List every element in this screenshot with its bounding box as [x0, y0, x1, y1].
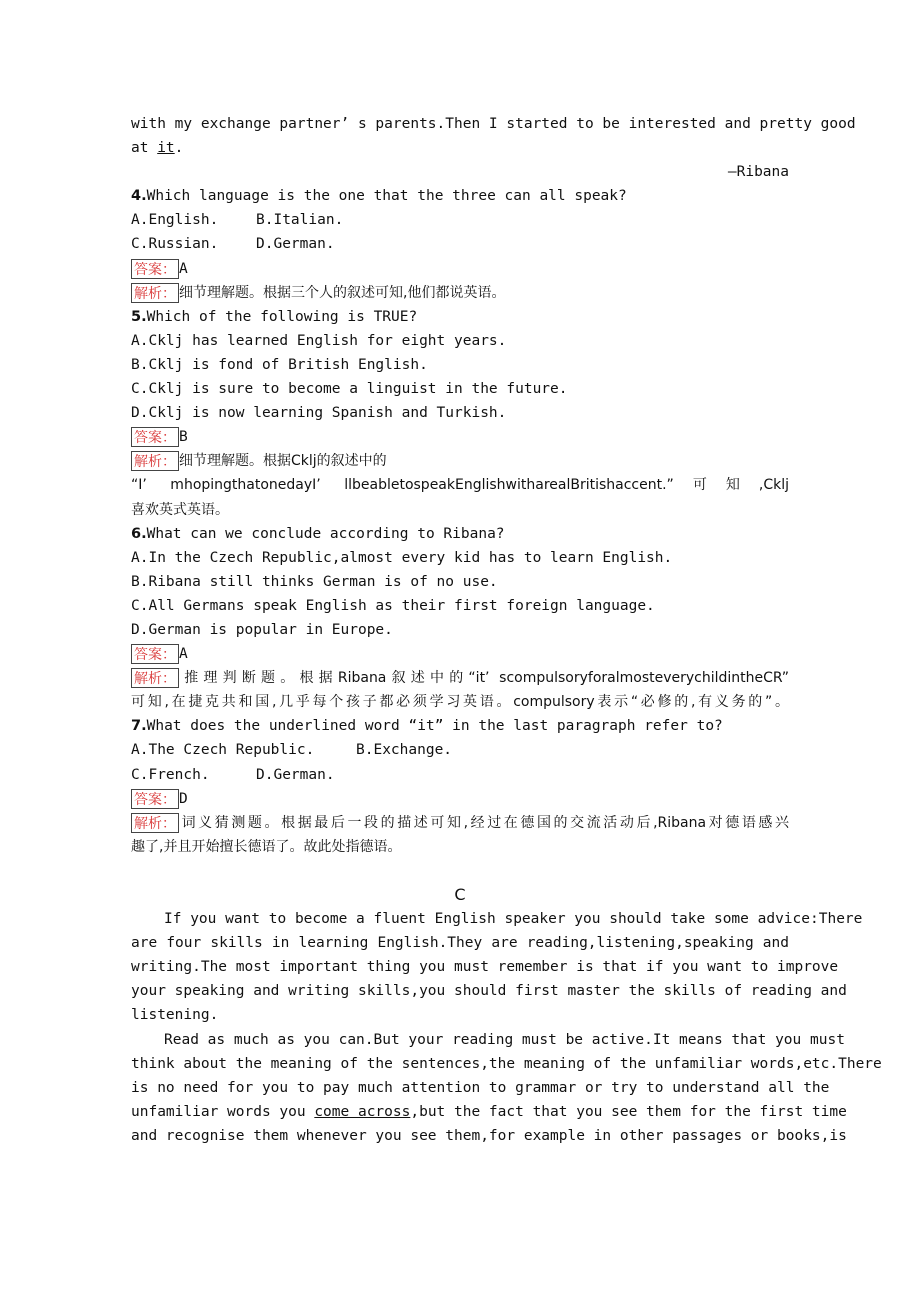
option-a: A.Cklj has learned English for eight years. [131, 332, 507, 349]
question-text: What can we conclude according to Ribana? [146, 525, 505, 542]
option-c: C.Cklj is sure to become a linguist in the future. [131, 381, 568, 398]
paragraph-line: Read as much as you can.But your reading must be active.It means that you must [164, 1031, 845, 1048]
option-a: A.In the Czech Republic,almost every kid has to learn English. [131, 549, 673, 566]
analysis-text: 细节理解题。根据Cklj的叙述中的 [179, 453, 387, 470]
underlined-phrase: come across [314, 1103, 411, 1120]
option-c: C.Russian. [131, 236, 219, 253]
answer-value: A [179, 646, 188, 663]
question-number: 6. [131, 525, 147, 542]
option-b: B.Italian. [256, 212, 344, 229]
answer-label: 答案： [131, 789, 179, 809]
answer-row [131, 642, 789, 666]
analysis-row [131, 666, 789, 690]
option-d: D.Cklj is now learning Spanish and Turkish. [131, 405, 507, 422]
question-number: 5. [131, 308, 147, 325]
answer-label: 答案： [131, 644, 179, 664]
section-title: C [454, 885, 466, 904]
option-row [131, 738, 789, 762]
paragraph-line: If you want to become a fluent English speaker you should take some advice:There [164, 911, 863, 928]
answer-row [131, 425, 789, 449]
question-number: 7. [131, 718, 147, 735]
paragraph-text: ,but the fact that you see them for the first time [410, 1103, 847, 1120]
paragraph-line: are four skills in learning English.They are reading,listening,speaking and [131, 935, 789, 952]
analysis-text: 可知,在捷克共和国,几乎每个孩子都必须学习英语。compulsory表示“必修的,有义务的”。 [131, 694, 789, 711]
analysis-text: 趣了,并且开始擅长德语了。故此处指德语。 [131, 838, 402, 855]
answer-label: 答案： [131, 427, 179, 447]
analysis-label: 解析： [131, 283, 179, 303]
option-c: C.French. [131, 766, 210, 783]
analysis-text: 喜欢英式英语。 [131, 501, 229, 518]
spacer [131, 859, 789, 883]
underlined-word-it: it [157, 140, 175, 157]
paragraph-line: is no need for you to pay much attention to grammar or try to understand all the [131, 1079, 830, 1096]
question-text: What does the underlined word “it” in the last paragraph refer to? [146, 718, 723, 735]
analysis-text: 推理判断题。根据Ribana叙述中的“it’ scompulsoryforalmosteverychildintheCR” [179, 670, 789, 687]
paragraph-line: your speaking and writing skills,you should first master the skills of reading and [131, 983, 847, 1000]
answer-value: B [179, 429, 188, 446]
question-5 [131, 305, 789, 329]
analysis-text: 词义猜测题。根据最后一段的描述可知,经过在德国的交流活动后,Ribana对德语感兴 [179, 814, 789, 831]
passage-text: at [131, 140, 158, 157]
paragraph-text: unfamiliar words you [131, 1103, 315, 1120]
analysis-row [131, 281, 789, 305]
option-a: A.The Czech Republic. [131, 742, 315, 759]
answer-value: A [179, 260, 188, 277]
paragraph-line: and recognise them whenever you see them,for example in other passages or books,is [131, 1127, 847, 1144]
option-d: D.German is popular in Europe. [131, 621, 393, 638]
passage-line [131, 136, 789, 160]
option-b: B.Ribana still thinks German is of no use. [131, 573, 498, 590]
analysis-row [131, 811, 789, 835]
option-row [131, 232, 789, 256]
analysis-text: “I’ mhopingthatonedayI’ llbeabletospeakEnglishwitharealBritishaccent.”可知,Cklj [131, 477, 789, 494]
answer-row [131, 257, 789, 281]
option-d: D.German. [256, 766, 335, 783]
option-b: B.Exchange. [356, 742, 453, 759]
question-number: 4. [131, 188, 147, 205]
paragraph-line: writing.The most important thing you must remember is that if you want to improve [131, 959, 839, 976]
option-d: D.German. [256, 236, 335, 253]
analysis-row [131, 449, 789, 473]
answer-row [131, 787, 789, 811]
analysis-label: 解析： [131, 813, 179, 833]
passage-text: . [174, 140, 184, 157]
paragraph-line: listening. [131, 1007, 219, 1024]
analysis-label: 解析： [131, 451, 179, 471]
passage-signature: —Ribana [727, 164, 789, 181]
analysis-text: 细节理解题。根据三个人的叙述可知,他们都说英语。 [179, 284, 506, 301]
option-a: A.English. [131, 212, 219, 229]
question-4 [131, 184, 789, 208]
answer-label: 答案： [131, 259, 179, 279]
question-text: Which language is the one that the three can all speak? [146, 188, 627, 205]
question-text: Which of the following is TRUE? [146, 308, 418, 325]
option-row [131, 763, 789, 787]
paragraph-line [131, 1100, 847, 1124]
option-b: B.Cklj is fond of British English. [131, 356, 428, 373]
document-content [131, 112, 882, 1148]
question-6 [131, 522, 789, 546]
passage-line: with my exchange partner’ s parents.Then I started to be interested and pretty good [131, 116, 856, 132]
analysis-label: 解析： [131, 668, 179, 688]
answer-value: D [179, 790, 188, 807]
question-7 [131, 714, 789, 738]
option-c: C.All Germans speak English as their first foreign language. [131, 597, 655, 614]
paragraph-line: think about the meaning of the sentences,the meaning of the unfamiliar words,etc.There [131, 1055, 882, 1072]
option-row [131, 208, 789, 232]
